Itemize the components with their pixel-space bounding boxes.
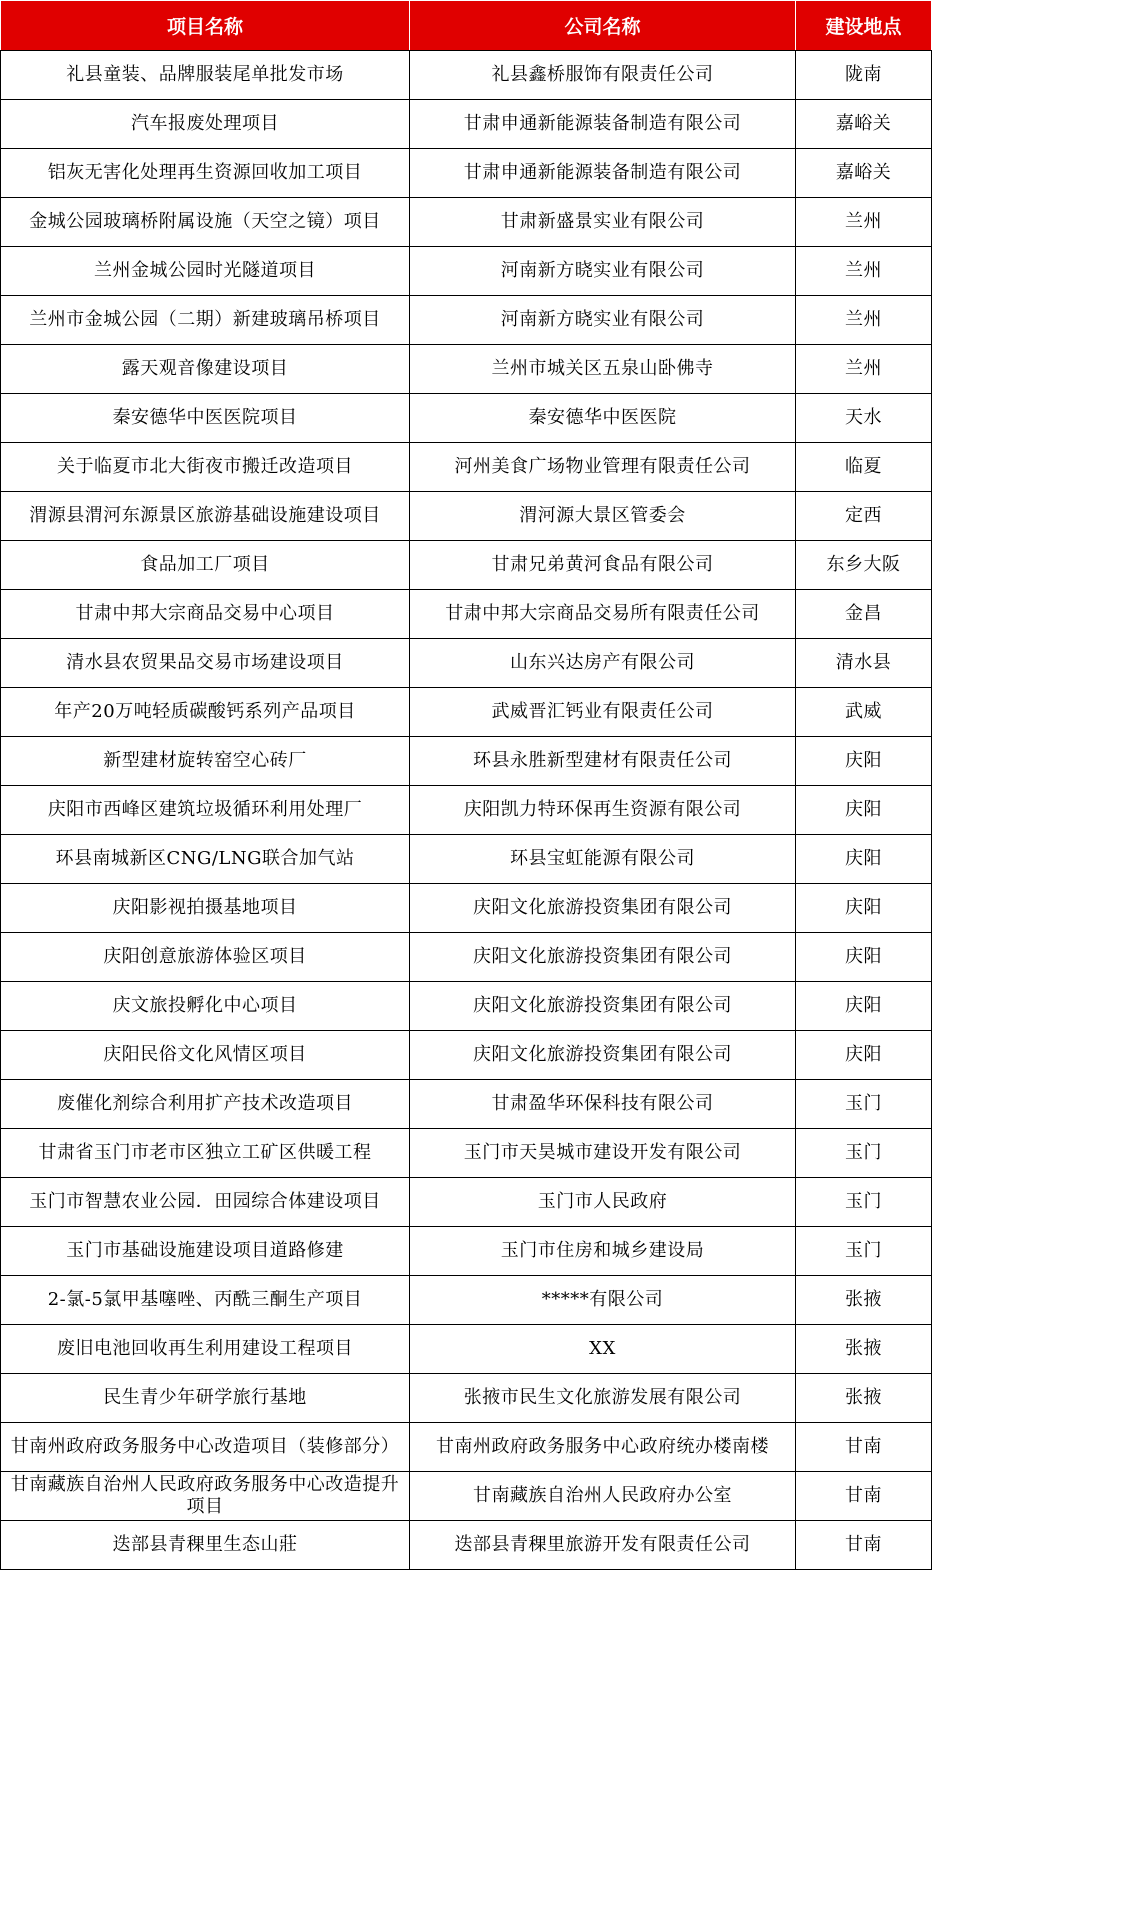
- cell-company-name: 甘南州政府政务服务中心政府统办楼南楼: [410, 1423, 796, 1472]
- table-row: [1, 443, 932, 492]
- cell-company-name: 河南新方晓实业有限公司: [410, 247, 796, 296]
- cell-location: 庆阳: [796, 982, 932, 1031]
- table-row: [1, 933, 932, 982]
- cell-project-name: 庆阳市西峰区建筑垃圾循环利用处理厂: [1, 786, 410, 835]
- cell-location: 庆阳: [796, 933, 932, 982]
- cell-company-name: 秦安德华中医医院: [410, 394, 796, 443]
- cell-location: 庆阳: [796, 786, 932, 835]
- cell-company-name: 庆阳凯力特环保再生资源有限公司: [410, 786, 796, 835]
- cell-project-name: 甘肃中邦大宗商品交易中心项目: [1, 590, 410, 639]
- cell-location: 定西: [796, 492, 932, 541]
- cell-project-name: 关于临夏市北大街夜市搬迁改造项目: [1, 443, 410, 492]
- cell-company-name: 玉门市天昊城市建设开发有限公司: [410, 1129, 796, 1178]
- cell-company-name: 庆阳文化旅游投资集团有限公司: [410, 933, 796, 982]
- cell-project-name: 庆阳创意旅游体验区项目: [1, 933, 410, 982]
- cell-location: 清水县: [796, 639, 932, 688]
- cell-project-name: 废催化剂综合利用扩产技术改造项目: [1, 1080, 410, 1129]
- cell-location: 东乡大阪: [796, 541, 932, 590]
- table-row: [1, 1521, 932, 1570]
- table-row: [1, 737, 932, 786]
- cell-company-name: 甘肃申通新能源装备制造有限公司: [410, 149, 796, 198]
- table-row: [1, 1178, 932, 1227]
- cell-location: 玉门: [796, 1080, 932, 1129]
- cell-location: 张掖: [796, 1276, 932, 1325]
- cell-project-name: 庆文旅投孵化中心项目: [1, 982, 410, 1031]
- cell-location: 金昌: [796, 590, 932, 639]
- cell-location: 兰州: [796, 198, 932, 247]
- cell-company-name: 河州美食广场物业管理有限责任公司: [410, 443, 796, 492]
- table-row: [1, 1129, 932, 1178]
- cell-location: 甘南: [796, 1472, 932, 1521]
- cell-project-name: 铝灰无害化处理再生资源回收加工项目: [1, 149, 410, 198]
- table-row: [1, 51, 932, 100]
- cell-project-name: 环县南城新区CNG/LNG联合加气站: [1, 835, 410, 884]
- cell-project-name: 兰州金城公园时光隧道项目: [1, 247, 410, 296]
- cell-company-name: 兰州市城关区五泉山卧佛寺: [410, 345, 796, 394]
- cell-company-name: 庆阳文化旅游投资集团有限公司: [410, 982, 796, 1031]
- cell-company-name: 迭部县青稞里旅游开发有限责任公司: [410, 1521, 796, 1570]
- cell-location: 临夏: [796, 443, 932, 492]
- cell-location: 陇南: [796, 51, 932, 100]
- table-row: [1, 198, 932, 247]
- cell-location: 嘉峪关: [796, 149, 932, 198]
- table-row: [1, 149, 932, 198]
- cell-location: 庆阳: [796, 884, 932, 933]
- cell-project-name: 兰州市金城公园（二期）新建玻璃吊桥项目: [1, 296, 410, 345]
- table-row: [1, 835, 932, 884]
- cell-company-name: 甘肃盈华环保科技有限公司: [410, 1080, 796, 1129]
- cell-company-name: 甘肃兄弟黄河食品有限公司: [410, 541, 796, 590]
- cell-location: 庆阳: [796, 737, 932, 786]
- table-header-row: [1, 1, 932, 51]
- cell-project-name: 金城公园玻璃桥附属设施（天空之镜）项目: [1, 198, 410, 247]
- cell-company-name: XX: [410, 1325, 796, 1374]
- cell-company-name: 环县永胜新型建材有限责任公司: [410, 737, 796, 786]
- cell-project-name: 2-氯-5氯甲基噻唑、丙酰三酮生产项目: [1, 1276, 410, 1325]
- cell-company-name: 庆阳文化旅游投资集团有限公司: [410, 1031, 796, 1080]
- table-row: [1, 1325, 932, 1374]
- table-row: [1, 1227, 932, 1276]
- cell-company-name: 张掖市民生文化旅游发展有限公司: [410, 1374, 796, 1423]
- cell-project-name: 清水县农贸果品交易市场建设项目: [1, 639, 410, 688]
- cell-company-name: 山东兴达房产有限公司: [410, 639, 796, 688]
- table-row: [1, 786, 932, 835]
- cell-company-name: 河南新方晓实业有限公司: [410, 296, 796, 345]
- cell-company-name: 甘肃新盛景实业有限公司: [410, 198, 796, 247]
- table-row: [1, 884, 932, 933]
- cell-company-name: 渭河源大景区管委会: [410, 492, 796, 541]
- cell-project-name: 渭源县渭河东源景区旅游基础设施建设项目: [1, 492, 410, 541]
- cell-project-name: 废旧电池回收再生利用建设工程项目: [1, 1325, 410, 1374]
- cell-location: 张掖: [796, 1374, 932, 1423]
- table-row: [1, 100, 932, 149]
- cell-company-name: 庆阳文化旅游投资集团有限公司: [410, 884, 796, 933]
- cell-company-name: 甘肃中邦大宗商品交易所有限责任公司: [410, 590, 796, 639]
- table-row: [1, 1031, 932, 1080]
- cell-company-name: 玉门市住房和城乡建设局: [410, 1227, 796, 1276]
- cell-location: 天水: [796, 394, 932, 443]
- cell-project-name: 年产20万吨轻质碳酸钙系列产品项目: [1, 688, 410, 737]
- cell-project-name: 迭部县青稞里生态山莊: [1, 1521, 410, 1570]
- header-company-name: 公司名称: [410, 1, 796, 51]
- table-row: [1, 1472, 932, 1521]
- cell-project-name: 民生青少年研学旅行基地: [1, 1374, 410, 1423]
- cell-project-name: 汽车报废处理项目: [1, 100, 410, 149]
- cell-location: 兰州: [796, 247, 932, 296]
- cell-location: 玉门: [796, 1129, 932, 1178]
- cell-project-name: 礼县童装、品牌服装尾单批发市场: [1, 51, 410, 100]
- table-row: [1, 1276, 932, 1325]
- cell-company-name: *****有限公司: [410, 1276, 796, 1325]
- table-row: [1, 982, 932, 1031]
- header-project-name: 项目名称: [1, 1, 410, 51]
- cell-project-name: 玉门市智慧农业公园．田园综合体建设项目: [1, 1178, 410, 1227]
- cell-location: 玉门: [796, 1178, 932, 1227]
- table-row: [1, 394, 932, 443]
- table-row: [1, 345, 932, 394]
- cell-project-name: 露天观音像建设项目: [1, 345, 410, 394]
- cell-location: 兰州: [796, 345, 932, 394]
- table-row: [1, 639, 932, 688]
- table-row: [1, 1374, 932, 1423]
- cell-company-name: 武威晋汇钙业有限责任公司: [410, 688, 796, 737]
- cell-location: 庆阳: [796, 1031, 932, 1080]
- cell-project-name: 庆阳民俗文化风情区项目: [1, 1031, 410, 1080]
- cell-project-name: 庆阳影视拍摄基地项目: [1, 884, 410, 933]
- cell-company-name: 玉门市人民政府: [410, 1178, 796, 1227]
- cell-company-name: 环县宝虹能源有限公司: [410, 835, 796, 884]
- table-row: [1, 688, 932, 737]
- cell-company-name: 甘南藏族自治州人民政府办公室: [410, 1472, 796, 1521]
- cell-project-name: 秦安德华中医医院项目: [1, 394, 410, 443]
- cell-location: 甘南: [796, 1521, 932, 1570]
- cell-company-name: 甘肃申通新能源装备制造有限公司: [410, 100, 796, 149]
- cell-location: 玉门: [796, 1227, 932, 1276]
- cell-project-name: 食品加工厂项目: [1, 541, 410, 590]
- cell-project-name: 甘南州政府政务服务中心改造项目（装修部分）: [1, 1423, 410, 1472]
- table-row: [1, 247, 932, 296]
- table-row: [1, 541, 932, 590]
- cell-location: 嘉峪关: [796, 100, 932, 149]
- table-row: [1, 492, 932, 541]
- cell-company-name: 礼县鑫桥服饰有限责任公司: [410, 51, 796, 100]
- cell-location: 兰州: [796, 296, 932, 345]
- cell-location: 张掖: [796, 1325, 932, 1374]
- cell-location: 甘南: [796, 1423, 932, 1472]
- cell-project-name: 甘肃省玉门市老市区独立工矿区供暖工程: [1, 1129, 410, 1178]
- cell-project-name: 新型建材旋转窑空心砖厂: [1, 737, 410, 786]
- header-location: 建设地点: [796, 1, 932, 51]
- cell-project-name: 甘南藏族自治州人民政府政务服务中心改造提升项目: [1, 1472, 410, 1521]
- cell-location: 武威: [796, 688, 932, 737]
- table-row: [1, 296, 932, 345]
- cell-location: 庆阳: [796, 835, 932, 884]
- cell-project-name: 玉门市基础设施建设项目道路修建: [1, 1227, 410, 1276]
- table-row: [1, 590, 932, 639]
- table-row: [1, 1423, 932, 1472]
- table-body: [1, 51, 932, 1570]
- table-row: [1, 1080, 932, 1129]
